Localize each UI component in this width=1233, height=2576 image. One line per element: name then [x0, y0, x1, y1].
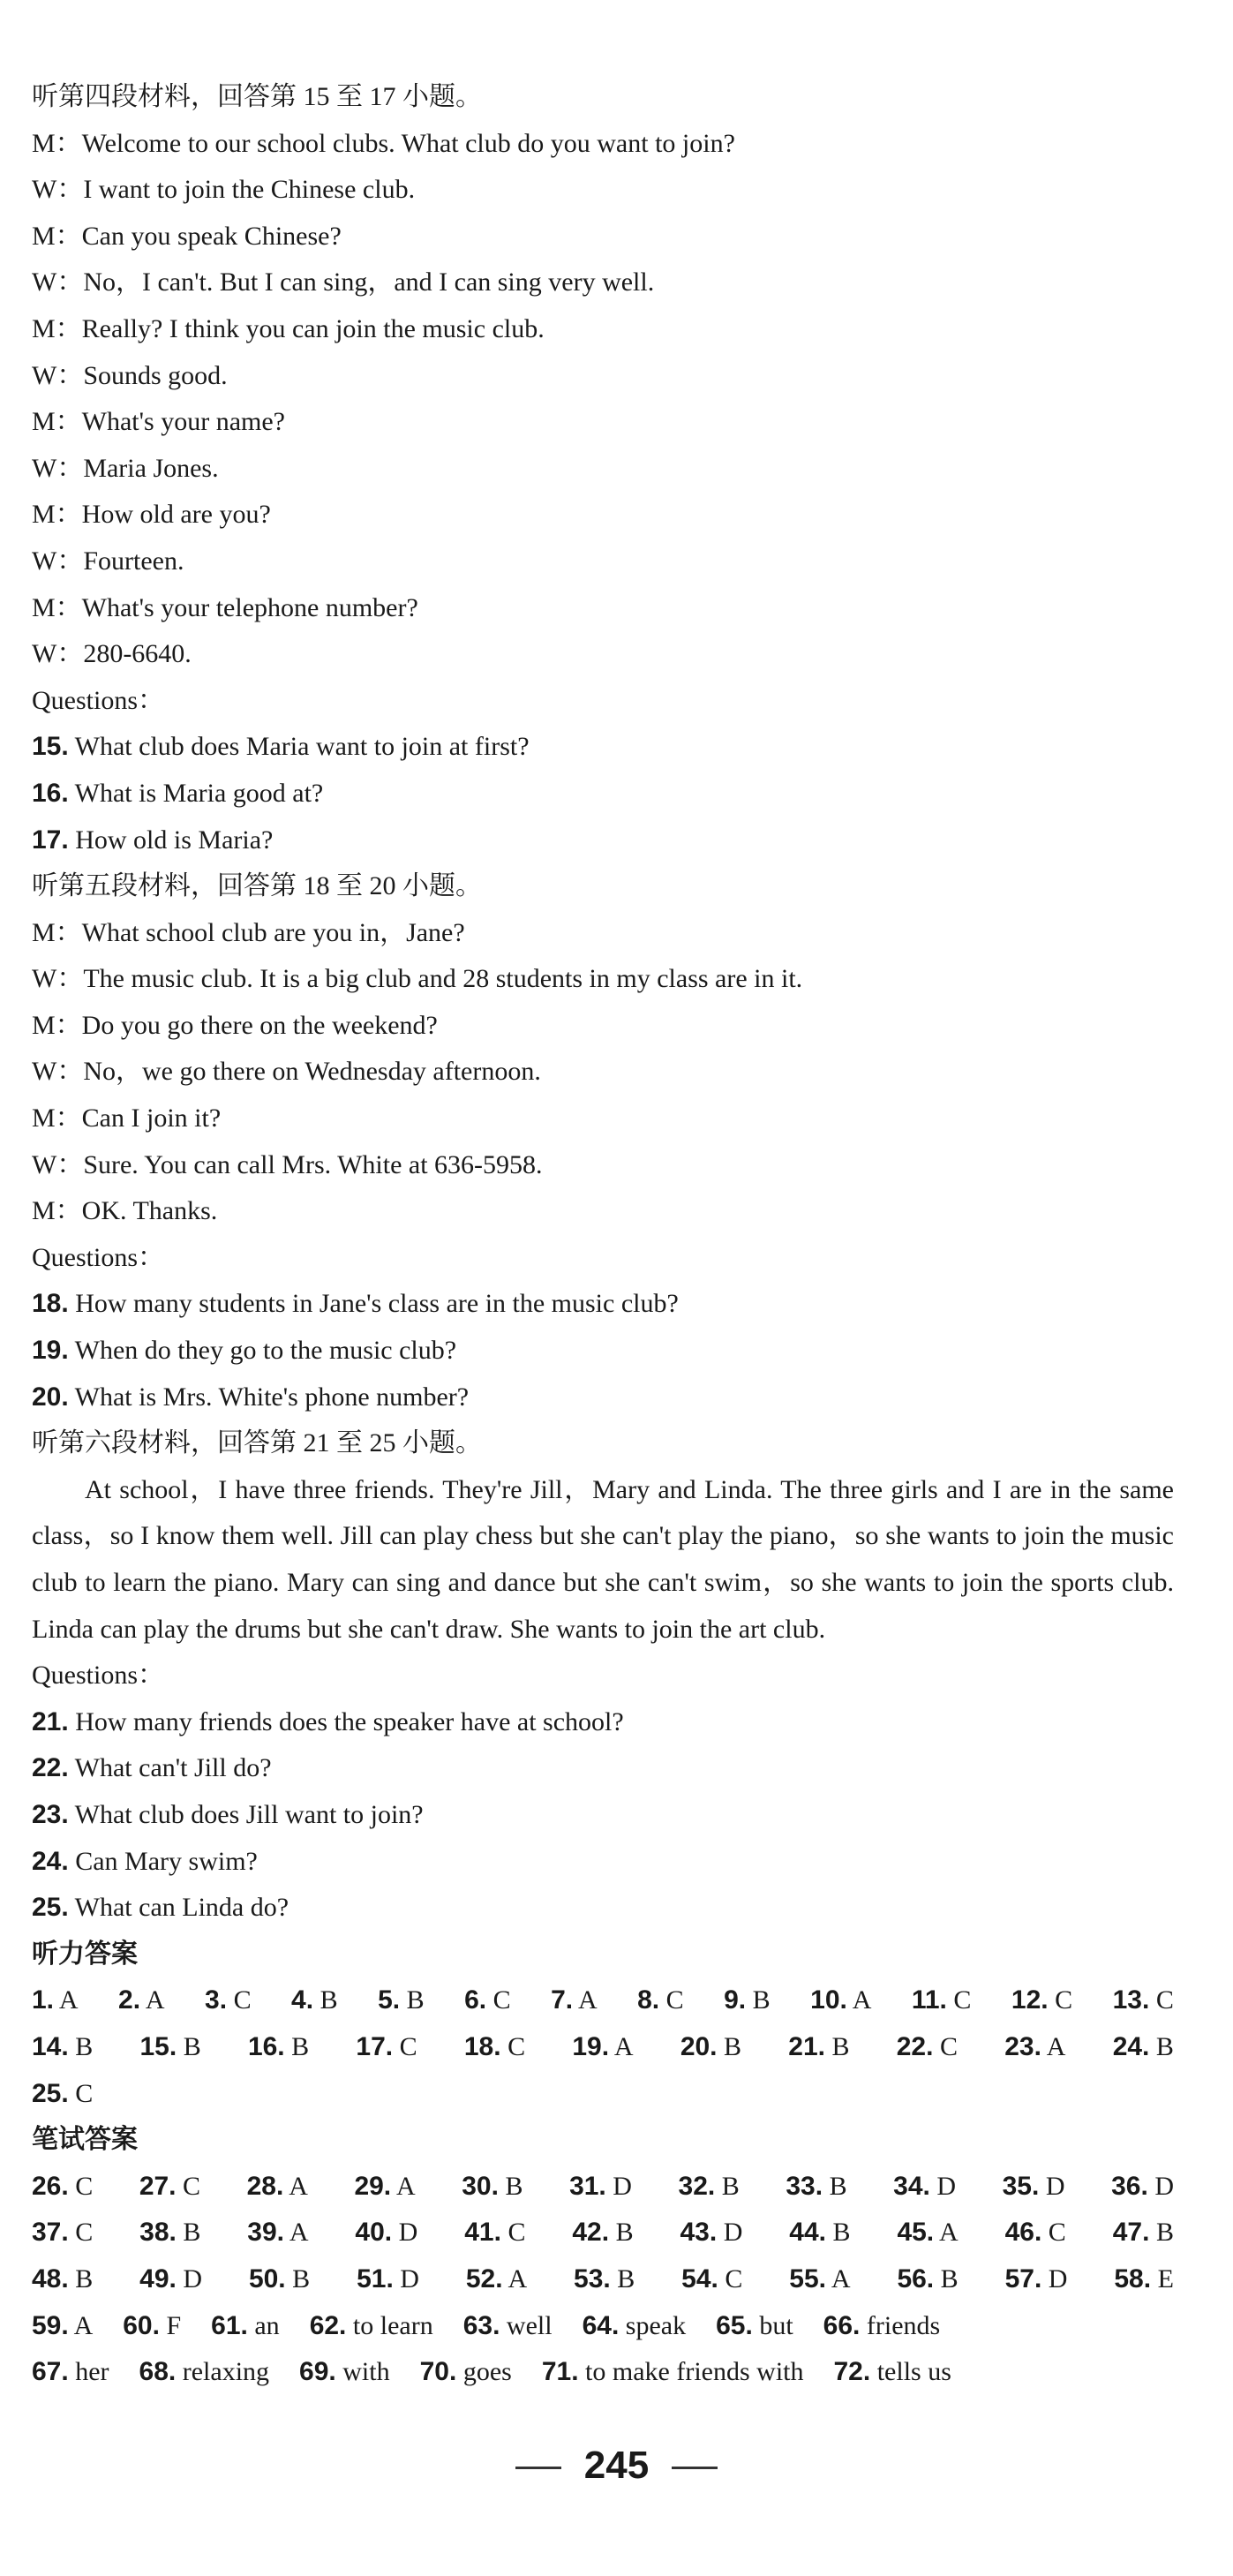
answer-value: A: [826, 2263, 851, 2294]
question-item: [32, 1885, 1206, 1932]
question-text: What is Maria good at?: [68, 778, 324, 808]
answer-item: [1005, 2210, 1066, 2256]
answer-number: 57.: [1004, 2263, 1042, 2294]
section-4-dialogue: [32, 121, 1206, 678]
answer-value: well: [500, 2310, 553, 2340]
answer-number: 33.: [786, 2171, 823, 2201]
answer-item: [551, 1977, 598, 2024]
question-item: [32, 1792, 1206, 1839]
answer-number: 42.: [572, 2218, 610, 2248]
question-number: 21.: [32, 1706, 69, 1736]
answer-item: [32, 2210, 93, 2256]
answer-value: to learn: [346, 2310, 433, 2340]
answer-number: 68.: [139, 2357, 177, 2387]
dialogue-line: W：Sounds good.: [32, 360, 228, 390]
answer-item: [139, 2256, 202, 2303]
answer-number: 51.: [357, 2263, 394, 2294]
answer-item: [464, 1977, 511, 2024]
answer-number: 65.: [716, 2310, 753, 2340]
answer-number: 28.: [246, 2171, 284, 2201]
answer-row: [32, 2256, 1174, 2303]
answer-number: 29.: [354, 2171, 392, 2201]
answer-value: B: [1149, 2218, 1174, 2248]
question-item: [32, 1745, 1206, 1792]
answer-number: 66.: [823, 2310, 861, 2340]
answer-number: 70.: [419, 2357, 457, 2387]
question-number: 24.: [32, 1846, 69, 1876]
dialogue-line: M：What's your telephone number?: [32, 592, 418, 622]
answer-item: [583, 2303, 687, 2350]
answer-value: C: [1041, 2218, 1066, 2248]
answer-item: [572, 2210, 633, 2256]
answer-value: D: [605, 2171, 632, 2201]
answer-value: B: [285, 2263, 311, 2294]
answer-value: A: [502, 2263, 528, 2294]
question-text: What club does Maria want to join at first?: [68, 732, 530, 762]
answer-number: 19.: [572, 2031, 610, 2061]
dialogue-line: W：No，we go there on Wednesday afternoon.: [32, 1057, 541, 1087]
dialogue-line: M：Do you go there on the weekend?: [32, 1010, 438, 1040]
answer-item: [291, 1977, 338, 2024]
question-item: [32, 1375, 1206, 1421]
answer-item: [357, 2256, 419, 2303]
answer-item: [118, 1977, 165, 2024]
question-number: 23.: [32, 1799, 69, 1829]
answer-number: 59.: [32, 2310, 69, 2340]
answer-row: [32, 2210, 1174, 2256]
answer-number: 61.: [211, 2310, 248, 2340]
section-6-title: 听第六段材料，回答第 21 至 25 小题。: [32, 1428, 482, 1458]
answer-row: [32, 2071, 1206, 2118]
answer-value: B: [715, 2171, 740, 2201]
question-item: [32, 771, 1206, 817]
answer-number: 47.: [1112, 2218, 1150, 2248]
answer-item: [1005, 2256, 1068, 2303]
dialogue-line: M：How old are you?: [32, 500, 271, 530]
answer-number: 7.: [551, 1985, 574, 2015]
answer-item: [248, 2024, 309, 2071]
question-number: 25.: [32, 1893, 69, 1923]
answer-item: [464, 2024, 525, 2071]
answer-value: C: [486, 1985, 511, 2015]
answer-number: 2.: [118, 1985, 141, 2015]
answer-value: tells us: [870, 2357, 951, 2387]
answer-value: B: [313, 1985, 338, 2015]
dialogue-line: W：Fourteen.: [32, 546, 184, 576]
answer-number: 36.: [1111, 2171, 1148, 2201]
answer-value: C: [68, 2171, 94, 2201]
answer-number: 17.: [356, 2031, 394, 2061]
answer-value: B: [609, 2218, 634, 2248]
question-item: [32, 817, 1206, 864]
answer-value: B: [68, 2263, 94, 2294]
answer-row: [32, 2349, 1206, 2396]
dialogue-line: M：What school club are you in，Jane?: [32, 917, 465, 947]
answer-number: 69.: [299, 2357, 336, 2387]
question-item: [32, 1839, 1206, 1886]
answer-item: [637, 1977, 684, 2024]
answer-number: 52.: [465, 2263, 503, 2294]
answer-item: [572, 2024, 633, 2071]
answer-item: [356, 2024, 417, 2071]
listening-answers: [32, 1977, 1206, 2117]
answer-item: [139, 2024, 200, 2071]
answer-number: 62.: [309, 2310, 347, 2340]
answer-number: 39.: [247, 2218, 284, 2248]
answer-item: [123, 2303, 181, 2350]
question-number: 22.: [32, 1753, 69, 1783]
answer-value: C: [500, 2031, 526, 2061]
answer-item: [786, 2164, 846, 2211]
answer-item: [247, 2164, 308, 2211]
answer-value: B: [284, 2031, 310, 2061]
answer-value: relaxing: [176, 2357, 270, 2387]
answer-value: but: [752, 2310, 793, 2340]
answer-value: C: [1149, 1985, 1174, 2015]
dialogue-line: W：280-6640.: [32, 639, 192, 669]
answer-item: [569, 2164, 632, 2211]
answer-number: 46.: [1004, 2218, 1042, 2248]
answer-value: B: [746, 1985, 771, 2015]
answer-number: 64.: [582, 2310, 620, 2340]
answer-item: [466, 2256, 527, 2303]
answer-value: C: [500, 2218, 526, 2248]
answer-number: 54.: [681, 2263, 718, 2294]
answer-value: her: [68, 2357, 109, 2387]
questions-label: Questions：: [32, 1242, 164, 1272]
answer-number: 55.: [789, 2263, 827, 2294]
answer-number: 3.: [205, 1985, 228, 2015]
answer-item: [912, 1977, 972, 2024]
answer-number: 20.: [680, 2031, 718, 2061]
answer-number: 23.: [1004, 2031, 1041, 2061]
answer-number: 40.: [355, 2218, 393, 2248]
answer-item: [897, 2024, 958, 2071]
answer-item: [139, 2349, 270, 2396]
answer-value: A: [283, 2171, 308, 2201]
answer-item: [1004, 2024, 1065, 2071]
answer-number: 56.: [897, 2263, 935, 2294]
page-number-text: 245: [583, 2444, 650, 2487]
answer-value: B: [68, 2031, 94, 2061]
answer-number: 16.: [247, 2031, 285, 2061]
answer-number: 58.: [1114, 2263, 1152, 2294]
answer-value: B: [1149, 2031, 1174, 2061]
question-text: How many friends does the speaker have at school?: [68, 1706, 624, 1736]
answer-item: [378, 1977, 425, 2024]
answer-value: C: [227, 1985, 252, 2015]
answer-number: 44.: [789, 2218, 827, 2248]
answer-item: [299, 2349, 390, 2396]
page-number: [0, 2444, 1233, 2488]
answer-number: 49.: [139, 2263, 177, 2294]
answer-item: [1003, 2164, 1065, 2211]
answer-number: 63.: [462, 2310, 500, 2340]
question-number: 20.: [32, 1382, 69, 1412]
answer-value: C: [1048, 1985, 1073, 2015]
answer-item: [249, 2256, 310, 2303]
answer-number: 43.: [680, 2218, 718, 2248]
answer-item: [32, 2164, 93, 2211]
questions-label: Questions：: [32, 1661, 164, 1691]
section-5-title: 听第五段材料，回答第 18 至 20 小题。: [32, 871, 482, 901]
answer-value: B: [823, 2171, 847, 2201]
written-answers-heading: 笔试答案: [32, 2124, 138, 2156]
question-number: 18.: [32, 1289, 69, 1319]
answer-number: 37.: [32, 2218, 69, 2248]
answer-number: 45.: [897, 2218, 935, 2248]
answer-number: 53.: [574, 2263, 611, 2294]
question-number: 16.: [32, 778, 69, 808]
answer-number: 30.: [462, 2171, 499, 2201]
dialogue-line: W：Maria Jones.: [32, 453, 219, 483]
answer-value: B: [177, 2031, 201, 2061]
answer-item: [1113, 2210, 1174, 2256]
answer-number: 24.: [1112, 2031, 1150, 2061]
answer-item: [32, 2024, 93, 2071]
answer-item: [139, 2164, 200, 2211]
answer-number: 13.: [1112, 1985, 1150, 2015]
question-text: What can Linda do?: [68, 1893, 289, 1923]
answer-row: [32, 2024, 1174, 2071]
dash-decoration: [672, 2467, 718, 2469]
answer-value: D: [1147, 2171, 1174, 2201]
answer-value: C: [933, 2031, 958, 2061]
answer-item: [897, 2210, 958, 2256]
answer-number: 11.: [911, 1985, 947, 2015]
answer-value: C: [393, 2031, 417, 2061]
answer-item: [462, 2164, 523, 2211]
answer-item: [205, 1977, 252, 2024]
dialogue-line: M：Can you speak Chinese?: [32, 221, 342, 251]
answer-row: [32, 2303, 1206, 2350]
answer-item: [810, 1977, 871, 2024]
answer-item: [724, 1977, 771, 2024]
dialogue-line: M：Can I join it?: [32, 1103, 222, 1134]
answer-item: [420, 2349, 512, 2396]
answer-value: A: [54, 1985, 79, 2015]
answer-number: 22.: [896, 2031, 934, 2061]
answer-value: B: [717, 2031, 742, 2061]
answer-number: 41.: [464, 2218, 501, 2248]
answer-item: [32, 2303, 93, 2350]
answer-item: [823, 2303, 941, 2350]
question-number: 15.: [32, 732, 69, 762]
listening-answers-heading: 听力答案: [32, 1938, 138, 1970]
answer-row: [32, 2164, 1174, 2211]
answer-item: [32, 1977, 79, 2024]
answer-value: D: [717, 2218, 743, 2248]
answer-item: [788, 2024, 849, 2071]
dialogue-line: M：Welcome to our school clubs. What club do you want to join?: [32, 128, 735, 158]
answer-value: B: [400, 1985, 425, 2015]
answer-number: 32.: [678, 2171, 716, 2201]
written-answers: [32, 2164, 1206, 2396]
answer-number: 14.: [32, 2031, 69, 2061]
answer-value: B: [498, 2171, 523, 2201]
answer-value: B: [176, 2218, 201, 2248]
answer-value: A: [140, 1985, 165, 2015]
answer-value: an: [247, 2310, 280, 2340]
dash-decoration: [515, 2467, 561, 2469]
dialogue-line: W：The music club. It is a big club and 28 students in my class are in it.: [32, 964, 803, 994]
dialogue-line: M：Really? I think you can join the music club.: [32, 313, 545, 343]
question-text: What club does Jill want to join?: [68, 1799, 424, 1829]
answer-item: [355, 2210, 417, 2256]
question-number: 17.: [32, 825, 69, 855]
question-item: [32, 1281, 1206, 1328]
answer-number: 31.: [569, 2171, 606, 2201]
questions-label: Questions：: [32, 685, 164, 715]
section-5-dialogue: [32, 910, 1206, 1235]
dialogue-line: W：No，I can't. But I can sing，and I can sing very well.: [32, 267, 655, 298]
answer-value: speak: [619, 2310, 687, 2340]
answer-number: 21.: [788, 2031, 825, 2061]
answer-number: 48.: [32, 2263, 69, 2294]
answer-number: 26.: [32, 2171, 69, 2201]
answer-item: [1113, 1977, 1174, 2024]
answer-value: D: [392, 2218, 418, 2248]
answer-item: [893, 2164, 956, 2211]
question-item: [32, 1699, 1206, 1746]
answer-value: with: [335, 2357, 390, 2387]
answer-value: C: [68, 2078, 94, 2108]
answer-value: C: [68, 2218, 94, 2248]
answer-item: [247, 2210, 308, 2256]
answer-value: B: [934, 2263, 959, 2294]
answer-value: B: [610, 2263, 635, 2294]
answer-value: goes: [456, 2357, 512, 2387]
question-item: [32, 1328, 1206, 1375]
dialogue-line: W：Sure. You can call Mrs. White at 636-5958.: [32, 1149, 543, 1179]
answer-value: A: [846, 1985, 872, 2015]
answer-number: 4.: [291, 1985, 314, 2015]
question-text: How many students in Jane's class are in the music club?: [68, 1289, 679, 1319]
answer-item: [789, 2210, 850, 2256]
answer-value: friends: [860, 2310, 941, 2340]
answer-number: 8.: [637, 1985, 660, 2015]
answer-number: 10.: [810, 1985, 847, 2015]
section-4-title: 听第四段材料，回答第 15 至 17 小题。: [32, 82, 482, 111]
answer-number: 9.: [724, 1985, 747, 2015]
answer-value: C: [659, 1985, 684, 2015]
answer-value: E: [1151, 2263, 1174, 2294]
answer-value: B: [825, 2031, 850, 2061]
answer-item: [1114, 2256, 1174, 2303]
answer-value: D: [1041, 2263, 1068, 2294]
question-text: What can't Jill do?: [68, 1753, 272, 1783]
answer-item: [32, 2256, 93, 2303]
section-6-passage: At school，I have three friends. They're Jill，Mary and Linda. The three girls and I are in the same class，so I know them well. Jill can play chess but she can't play the piano，so she wants to join the music club to learn the piano. Mary can sing and dance but she can't swim，so she wants to join the sports club. Linda can play the drums but she can't draw. She wants to join the art club.: [32, 1474, 1174, 1644]
answer-key-content: [32, 74, 1206, 2396]
answer-number: 71.: [541, 2357, 579, 2387]
answer-value: C: [946, 1985, 972, 2015]
answer-number: 67.: [32, 2357, 69, 2387]
answer-number: 35.: [1002, 2171, 1040, 2201]
answer-item: [679, 2164, 740, 2211]
answer-value: A: [573, 1985, 598, 2015]
answer-number: 12.: [1011, 1985, 1049, 2015]
answer-value: C: [176, 2171, 201, 2201]
answer-value: D: [176, 2263, 203, 2294]
answer-value: F: [159, 2310, 182, 2340]
answer-row: [32, 1977, 1174, 2024]
answer-value: D: [1039, 2171, 1065, 2201]
answer-item: [681, 2256, 742, 2303]
answer-item: [211, 2303, 280, 2350]
answer-value: A: [68, 2310, 94, 2340]
answer-item: [834, 2349, 951, 2396]
question-number: 19.: [32, 1336, 69, 1366]
answer-item: [463, 2303, 553, 2350]
answer-item: [680, 2210, 743, 2256]
dialogue-line: M：What's your name?: [32, 407, 285, 437]
answer-number: 18.: [463, 2031, 501, 2061]
answer-number: 72.: [833, 2357, 871, 2387]
answer-value: D: [929, 2171, 957, 2201]
answer-value: A: [284, 2218, 309, 2248]
answer-value: A: [609, 2031, 634, 2061]
answer-item: [139, 2210, 200, 2256]
answer-value: A: [934, 2218, 959, 2248]
answer-item: [1113, 2024, 1174, 2071]
answer-item: [354, 2164, 415, 2211]
answer-value: B: [826, 2218, 851, 2248]
answer-item: [680, 2024, 741, 2071]
answer-value: C: [718, 2263, 743, 2294]
answer-value: D: [393, 2263, 419, 2294]
question-item: [32, 724, 1206, 771]
answer-item: [789, 2256, 850, 2303]
answer-item: [716, 2303, 793, 2350]
answer-value: A: [391, 2171, 416, 2201]
answer-item: [897, 2256, 958, 2303]
answer-item: [1011, 1977, 1072, 2024]
question-text: How old is Maria?: [68, 825, 274, 855]
answer-number: 34.: [893, 2171, 930, 2201]
answer-item: [1111, 2164, 1174, 2211]
answer-value: to make friends with: [578, 2357, 804, 2387]
answer-item: [310, 2303, 433, 2350]
answer-item: [542, 2349, 804, 2396]
answer-number: 6.: [464, 1985, 487, 2015]
question-text: When do they go to the music club?: [68, 1336, 457, 1366]
answer-item: [574, 2256, 635, 2303]
answer-number: 25.: [32, 2078, 69, 2108]
question-text: Can Mary swim?: [68, 1846, 258, 1876]
answer-number: 1.: [32, 1985, 55, 2015]
dialogue-line: W：I want to join the Chinese club.: [32, 175, 416, 205]
answer-number: 50.: [248, 2263, 286, 2294]
answer-number: 5.: [378, 1985, 401, 2015]
answer-item: [32, 2349, 109, 2396]
answer-item: [464, 2210, 525, 2256]
question-text: What is Mrs. White's phone number?: [68, 1382, 470, 1412]
answer-item: [32, 2071, 93, 2118]
answer-number: 27.: [139, 2171, 177, 2201]
answer-number: 38.: [139, 2218, 177, 2248]
answer-number: 15.: [139, 2031, 177, 2061]
dialogue-line: M：OK. Thanks.: [32, 1196, 218, 1226]
answer-number: 60.: [123, 2310, 160, 2340]
answer-value: A: [1041, 2031, 1066, 2061]
